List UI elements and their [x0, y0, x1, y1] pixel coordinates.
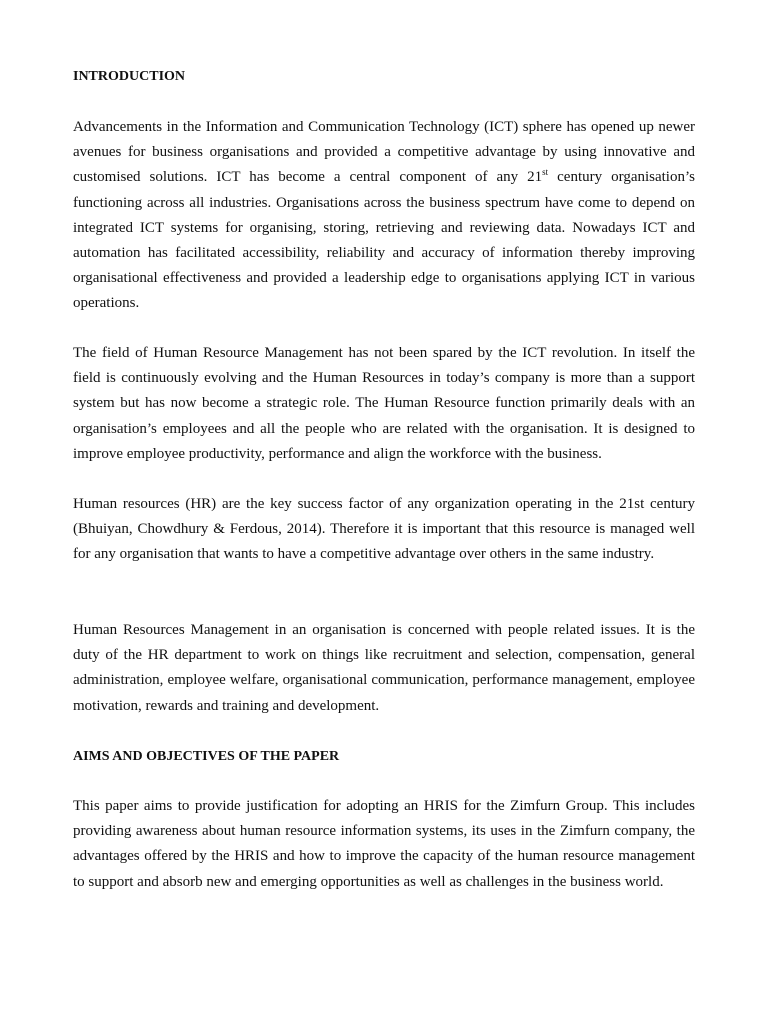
introduction-paragraph-2: The field of Human Resource Management has not been spared by the ICT revolution. In itself the field is continuously evolving and the Human Resources in today’s company is more than a support system but has now become a strategic role. The Human Resource function primarily deals with an organisation’s employees and all the people who are related with the organisation. It is designed to improve employee productivity, performance and align the workforce with the business.: [73, 345, 695, 462]
introduction-paragraph-1-text-b: century organisation’s functioning across all industries. Organisations across the business spectrum have come to depend on integrated ICT systems for organising, storing, retrieving and reviewing data. Nowadays ICT and automation has facilitated accessibility, reliability and accuracy of information thereby improving organisational effectiveness and provided a leadership edge to organisations applying ICT in various operations.: [73, 169, 695, 312]
introduction-paragraph-4: Human Resources Management in an organisation is concerned with people related issues. It is the duty of the HR department to work on things like recruitment and selection, compensation, general administration, employee welfare, organisational communication, performance management, employee motivation, rewards and training and development.: [73, 622, 695, 714]
aims-heading: AIMS AND OBJECTIVES OF THE PAPER: [73, 749, 340, 764]
introduction-heading: INTRODUCTION: [73, 69, 186, 84]
aims-paragraph-1: This paper aims to provide justification for adopting an HRIS for the Zimfurn Group. This includes providing awareness about human resource information systems, its uses in the Zimfurn company, the advantages offered by the HRIS and how to improve the capacity of the human resource management to support and absorb new and emerging opportunities as well as challenges in the business world.: [73, 798, 695, 890]
superscript-st: st: [542, 167, 549, 178]
introduction-paragraph-3: Human resources (HR) are the key success factor of any organization operating in the 21st century (Bhuiyan, Chowdhury & Ferdous, 2014). Therefore it is important that this resource is managed well for any organisation that wants to have a competitive advantage over others in the same industry.: [73, 496, 695, 563]
introduction-paragraph-1: [73, 115, 695, 317]
introduction-paragraph-1-text-a: Advancements in the Information and Communication Technology (ICT) sphere has opened up newer avenues for business organisations and provided a competitive advantage by using innovative and customised solutions. ICT has become a central component of any 21: [73, 119, 695, 186]
